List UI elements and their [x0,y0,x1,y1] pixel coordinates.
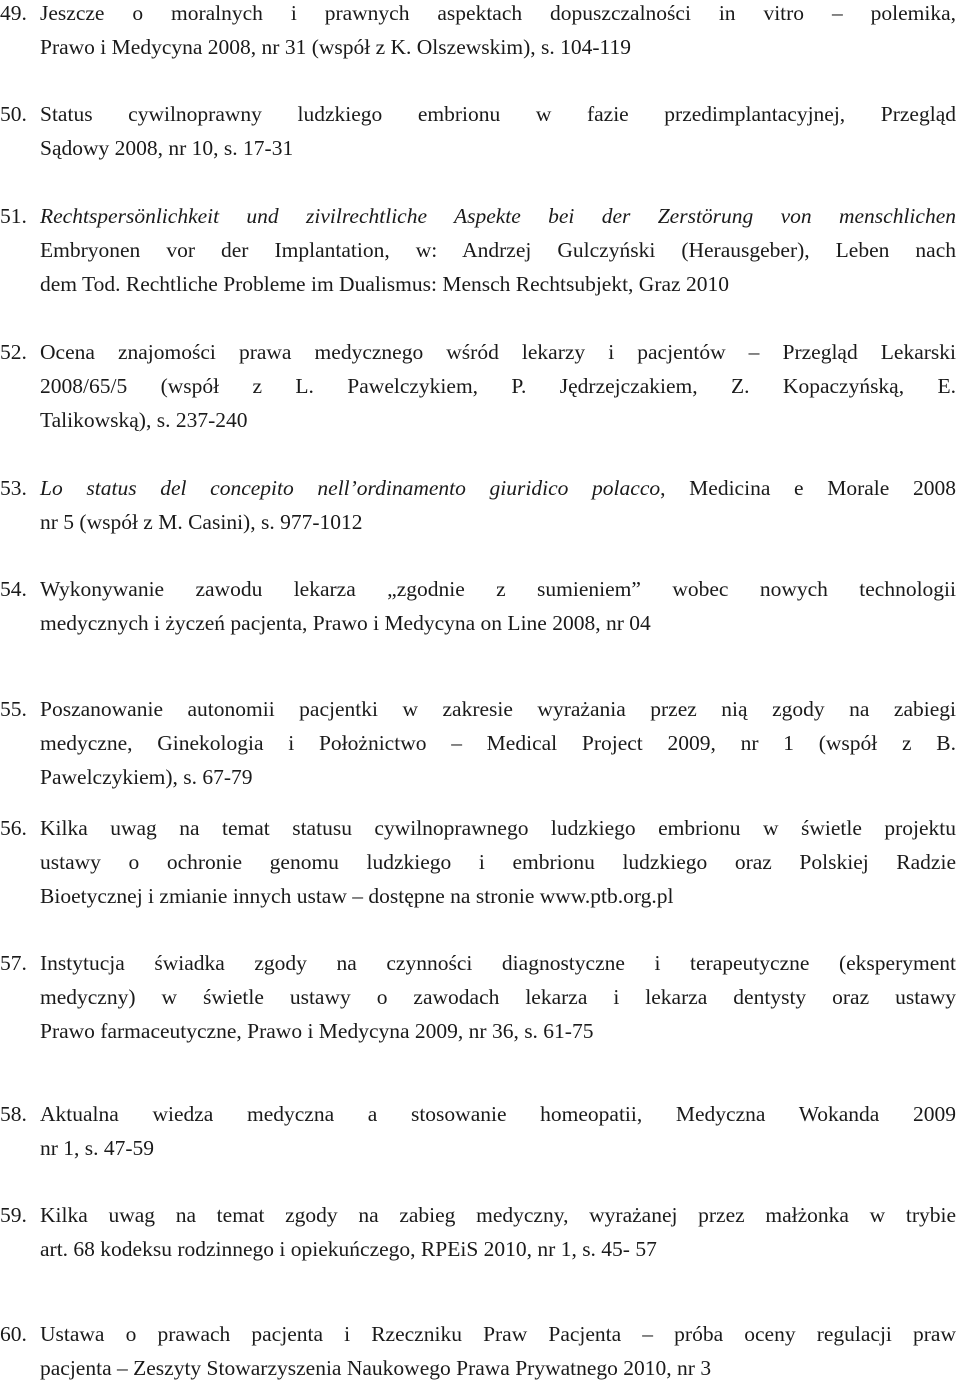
entry-text-line [40,471,956,505]
entry-number: 53. [0,476,27,500]
entry-text-line [40,1232,956,1266]
entry-number: 56. [0,816,27,840]
entry-number: 59. [0,1203,27,1227]
entry-text-line [40,572,956,606]
entry-text-line [40,1317,956,1351]
entry-number: 49. [0,1,27,25]
entry-text: dem Tod. Rechtliche Probleme im Dualismus: Mensch Rechtsubjekt, Graz 2010 [40,272,729,296]
entry-text-line [40,845,956,879]
entry-text-line [40,606,956,640]
entry-text: , Medicina e Morale 2008 [660,476,956,500]
entry-text-line [40,1351,956,1385]
entry-text: Sądowy 2008, nr 10, s. 17-31 [40,136,294,160]
entry-text: Embryonen vor der Implantation, w: Andrzej Gulczyński (Herausgeber), Leben nach [40,238,956,262]
entry-text: medyczne, Ginekologia i Położnictwo – Medical Project 2009, nr 1 (współ z B. [40,731,956,755]
entry-text-line [40,1097,956,1131]
italic-title-text: Rechtspersönlichkeit und zivilrechtliche Aspekte bei der Zerstörung von menschlichen [40,204,956,228]
entry-text: 2008/65/5 (współ z L. Pawelczykiem, P. Jędrzejczakiem, Z. Kopaczyńską, E. [40,374,956,398]
entry-text-line [40,97,956,131]
entry-number: 57. [0,951,27,975]
entry-text: Ocena znajomości prawa medycznego wśród lekarzy i pacjentów – Przegląd Lekarski [40,340,956,364]
entry-text-line [40,335,956,369]
entry-text-line [40,0,956,30]
entry-text: Aktualna wiedza medyczna a stosowanie homeopatii, Medyczna Wokanda 2009 [40,1102,956,1126]
entry-text: ustawy o ochronie genomu ludzkiego i embrionu ludzkiego oraz Polskiej Radzie [40,850,956,874]
entry-text: Kilka uwag na temat statusu cywilnoprawnego ludzkiego embrionu w świetle projektu [40,816,956,840]
entry-text: Prawo i Medycyna 2008, nr 31 (współ z K. Olszewskim), s. 104-119 [40,35,631,59]
entry-text-line [40,811,956,845]
entry-text: art. 68 kodeksu rodzinnego i opiekuńczego, RPEiS 2010, nr 1, s. 45- 57 [40,1237,657,1261]
entry-text-line [40,403,956,437]
entry-text-line [40,879,956,913]
entry-text-line [40,1014,956,1048]
entry-text-line [40,1131,956,1165]
entry-number: 51. [0,204,27,228]
entry-text: Talikowską), s. 237-240 [40,408,248,432]
entry-text: Poszanowanie autonomii pacjentki w zakresie wyrażania przez nią zgody na zabiegi [40,697,956,721]
entry-number: 58. [0,1102,27,1126]
entry-text-line [40,692,956,726]
italic-title-text: Lo status del concepito nell’ordinamento giuridico polacco [40,476,661,500]
entry-text: Ustawa o prawach pacjenta i Rzeczniku Praw Pacjenta – próba oceny regulacji praw [40,1322,956,1346]
entry-text-line [40,1198,956,1232]
entry-number: 54. [0,577,27,601]
entry-number: 60. [0,1322,27,1346]
entry-text: Status cywilnoprawny ludzkiego embrionu w fazie przedimplantacyjnej, Przegląd [40,102,956,126]
entry-text: Jeszcze o moralnych i prawnych aspektach dopuszczalności in vitro – polemika, [40,1,956,25]
entry-text-line [40,726,956,760]
entry-text-line [40,946,956,980]
entry-text-line [40,30,956,64]
entry-text-line [40,199,956,233]
entry-number: 55. [0,697,27,721]
entry-text-line [40,131,956,165]
entry-number: 50. [0,102,27,126]
entry-text: nr 1, s. 47-59 [40,1136,155,1160]
entry-number: 52. [0,340,27,364]
entry-text: pacjenta – Zeszyty Stowarzyszenia Naukowego Prawa Prywatnego 2010, nr 3 [40,1356,712,1380]
entry-text: medyczny) w świetle ustawy o zawodach lekarza i lekarza dentysty oraz ustawy [40,985,956,1009]
entry-text-line [40,760,956,794]
entry-text: medycznych i życzeń pacjenta, Prawo i Medycyna on Line 2008, nr 04 [40,611,651,635]
entry-text: Bioetycznej i zmianie innych ustaw – dostępne na stronie www.ptb.org.pl [40,884,674,908]
entry-text-line [40,233,956,267]
entry-text-line [40,980,956,1014]
entry-text: Kilka uwag na temat zgody na zabieg medyczny, wyrażanej przez małżonka w trybie [40,1203,956,1227]
entry-text-line [40,369,956,403]
entry-text: Instytucja świadka zgody na czynności diagnostyczne i terapeutyczne (eksperyment [40,951,956,975]
entry-text: Prawo farmaceutyczne, Prawo i Medycyna 2009, nr 36, s. 61-75 [40,1019,594,1043]
entry-text-line [40,267,956,301]
entry-text: nr 5 (współ z M. Casini), s. 977-1012 [40,510,363,534]
entry-text-line [40,505,956,539]
entry-text: Pawelczykiem), s. 67-79 [40,765,253,789]
entry-text: Wykonywanie zawodu lekarza „zgodnie z sumieniem” wobec nowych technologii [40,577,956,601]
